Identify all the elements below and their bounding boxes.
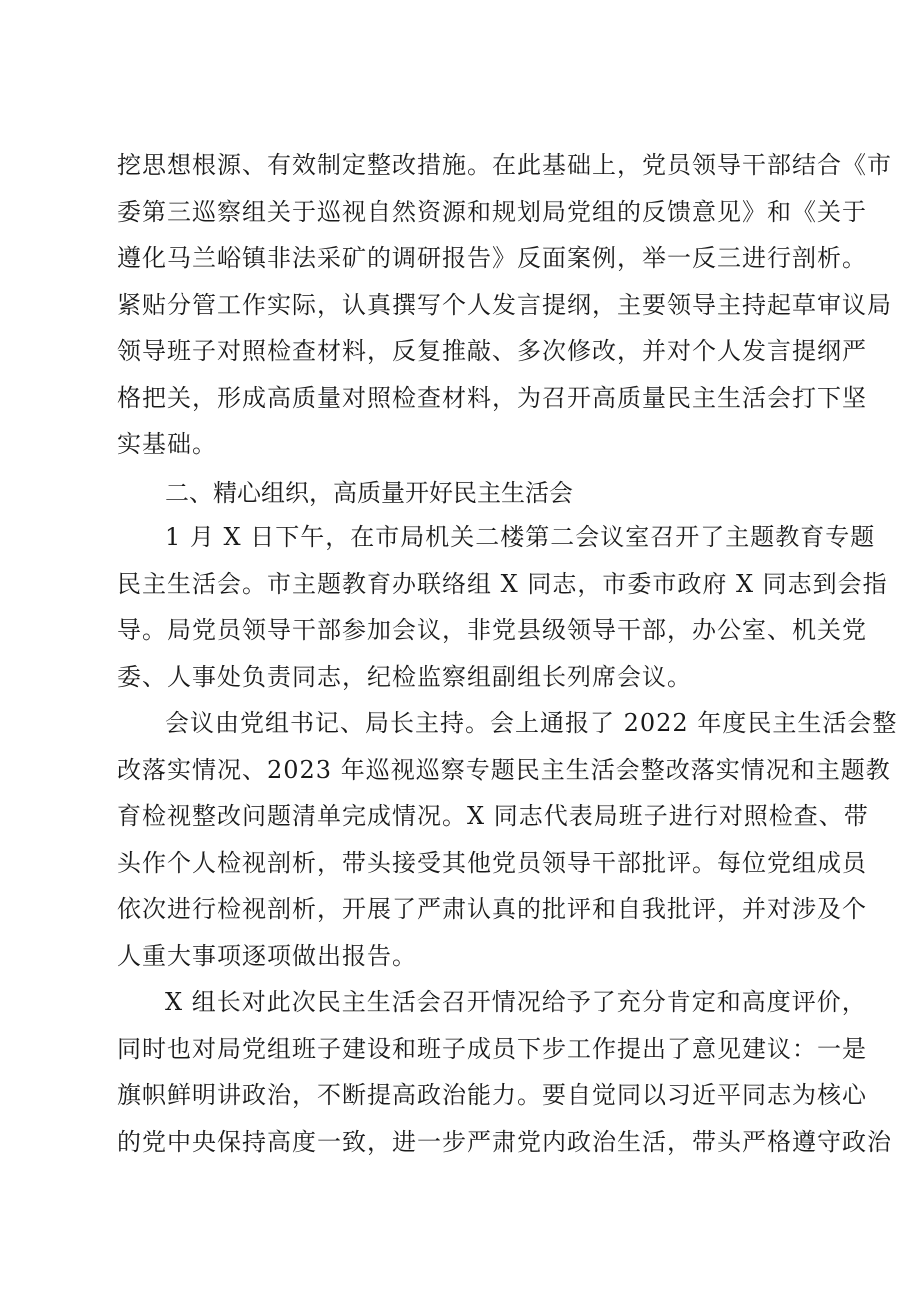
paragraph-line: 民主生活会。市主题教育办联络组 X 同志，市委市政府 X 同志到会指: [117, 569, 888, 598]
paragraph-line: 改落实情况、2023 年巡视巡察专题民主生活会整改落实情况和主题教: [117, 755, 891, 784]
paragraph-line: 领导班子对照检查材料，反复推敲、多次修改，并对个人发言提纲严: [117, 337, 867, 365]
paragraph-4: [117, 979, 892, 1165]
paragraph-line: 紧贴分管工作实际，认真撰写个人发言提纲，主要领导主持起草审议局: [117, 290, 892, 319]
paragraph-1: [117, 142, 892, 468]
section-heading: 二、精心组织，高质量开好民主生活会: [165, 479, 573, 507]
paragraph-line: 格把关，形成高质量对照检查材料，为召开高质量民主生活会打下坚: [117, 383, 867, 412]
paragraph-line: 依次进行检视剖析，开展了严肃认真的批评和自我批评，并对涉及个: [117, 895, 867, 923]
paragraph-line: 同时也对局党组班子建设和班子成员下步工作提出了意见建议：一是: [117, 1034, 867, 1063]
paragraph-line: 实基础。: [117, 430, 217, 458]
paragraph-line: 挖思想根源、有效制定整改措施。在此基础上，党员领导干部结合《市: [117, 151, 892, 179]
paragraph-line: 导。局党员领导干部参加会议，非党县级领导干部，办公室、机关党: [117, 616, 867, 644]
paragraph-line: 育检视整改问题清单完成情况。X 同志代表局班子进行对照检查、带: [117, 802, 869, 830]
paragraph-line: 会议由党组书记、局长主持。会上通报了 2022 年度民主生活会整: [165, 709, 898, 737]
paragraph-line: 人重大事项逐项做出报告。: [117, 941, 417, 970]
paragraph-line: 委、人事处负责同志，纪检监察组副组长列席会议。: [117, 662, 692, 691]
paragraph-line: 头作个人检视剖析，带头接受其他党员领导干部批评。每位党组成员: [117, 848, 867, 877]
paragraph-line: 旗帜鲜明讲政治，不断提高政治能力。要自觉同以习近平同志为核心: [117, 1081, 867, 1109]
paragraph-line: 的党中央保持高度一致，进一步严肃党内政治生活，带头严格遵守政治: [117, 1127, 892, 1156]
paragraph-line: 委第三巡察组关于巡视自然资源和规划局党组的反馈意见》和《关于: [117, 197, 867, 226]
paragraph-line: X 组长对此次民主生活会召开情况给予了充分肯定和高度评价，: [165, 988, 867, 1016]
paragraph-2: [117, 514, 888, 700]
paragraph-3: [117, 700, 898, 979]
paragraph-line: 1 月 X 日下午，在市局机关二楼第二会议室召开了主题教育专题: [165, 523, 876, 551]
paragraph-line: 遵化马兰峪镇非法采矿的调研报告》反面案例，举一反三进行剖析。: [117, 244, 867, 272]
